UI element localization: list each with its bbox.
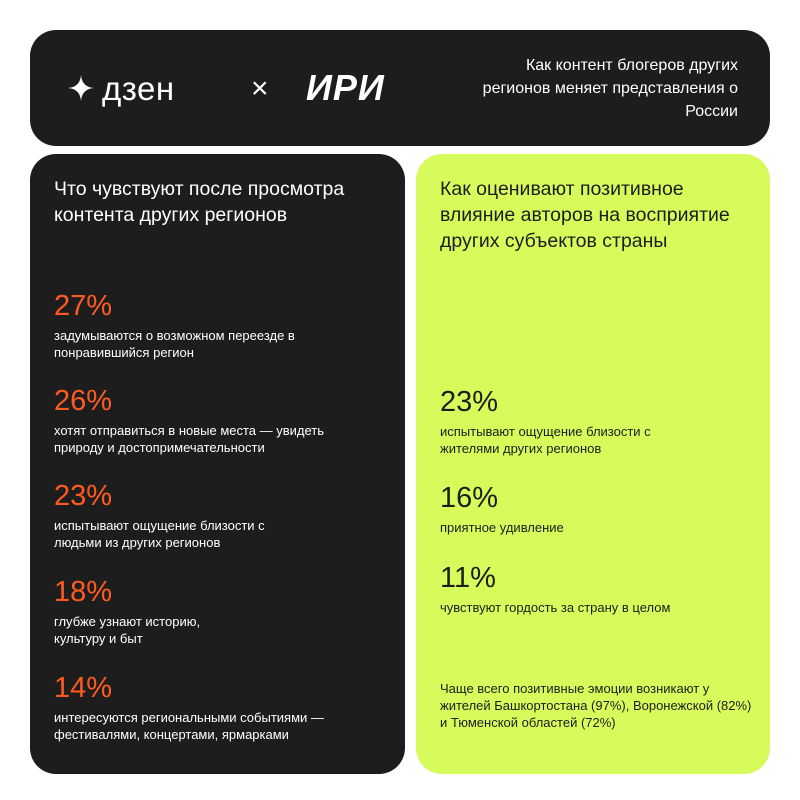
stat-value: 18% <box>54 576 113 608</box>
dzen-logo <box>68 68 175 108</box>
stat-value: 11% <box>440 562 496 594</box>
cross-icon: × <box>251 72 269 105</box>
right-card <box>416 154 770 774</box>
stat-item <box>440 386 770 457</box>
header-banner <box>30 30 770 146</box>
stat-item <box>54 480 384 551</box>
left-card-title: Что чувствуют после просмотра контента других регионов <box>54 178 345 226</box>
stat-item <box>440 562 770 616</box>
stat-description: хотят отправиться в новые места — увидеть природу и достопримечательности <box>54 423 325 455</box>
stat-description: испытывают ощущение близости с жителями других регионов <box>440 424 651 456</box>
stat-item <box>54 576 384 647</box>
stat-value: 26% <box>54 385 113 417</box>
regional-note: Чаще всего позитивные эмоции возникают у жителей Башкортостана (97%), Воронежской (82%) и Тюменской областей (72%) <box>440 681 752 730</box>
stat-description: задумываются о возможном переезде в понравившийся регион <box>54 328 295 360</box>
stat-value: 27% <box>54 290 113 322</box>
stat-description: испытывают ощущение близости с людьми из других регионов <box>54 518 265 550</box>
stat-description: чувствуют гордость за страну в целом <box>440 600 671 615</box>
header-caption: Как контент блогеров других регионов меняет представления о России <box>482 57 738 120</box>
stat-description: глубже узнают историю, культуру и быт <box>54 614 201 646</box>
stat-item <box>440 482 770 536</box>
stat-item <box>54 290 384 361</box>
stat-value: 23% <box>54 480 113 512</box>
left-card <box>30 154 405 774</box>
stat-value: 16% <box>440 482 499 514</box>
stat-item <box>54 385 384 456</box>
stat-description: интересуются региональными событиями — фестивалями, концертами, ярмарками <box>54 710 324 742</box>
stat-item <box>54 672 384 743</box>
stat-value: 14% <box>54 672 113 704</box>
stat-description: приятное удивление <box>440 520 564 535</box>
four-point-star-icon <box>68 75 94 101</box>
iri-logo: ИРИ <box>306 67 385 108</box>
right-card-title: Как оценивают позитивное влияние авторов на восприятие других субъектов страны <box>440 178 730 252</box>
stat-value: 23% <box>440 386 499 418</box>
dzen-logo-text: дзен <box>102 69 175 107</box>
